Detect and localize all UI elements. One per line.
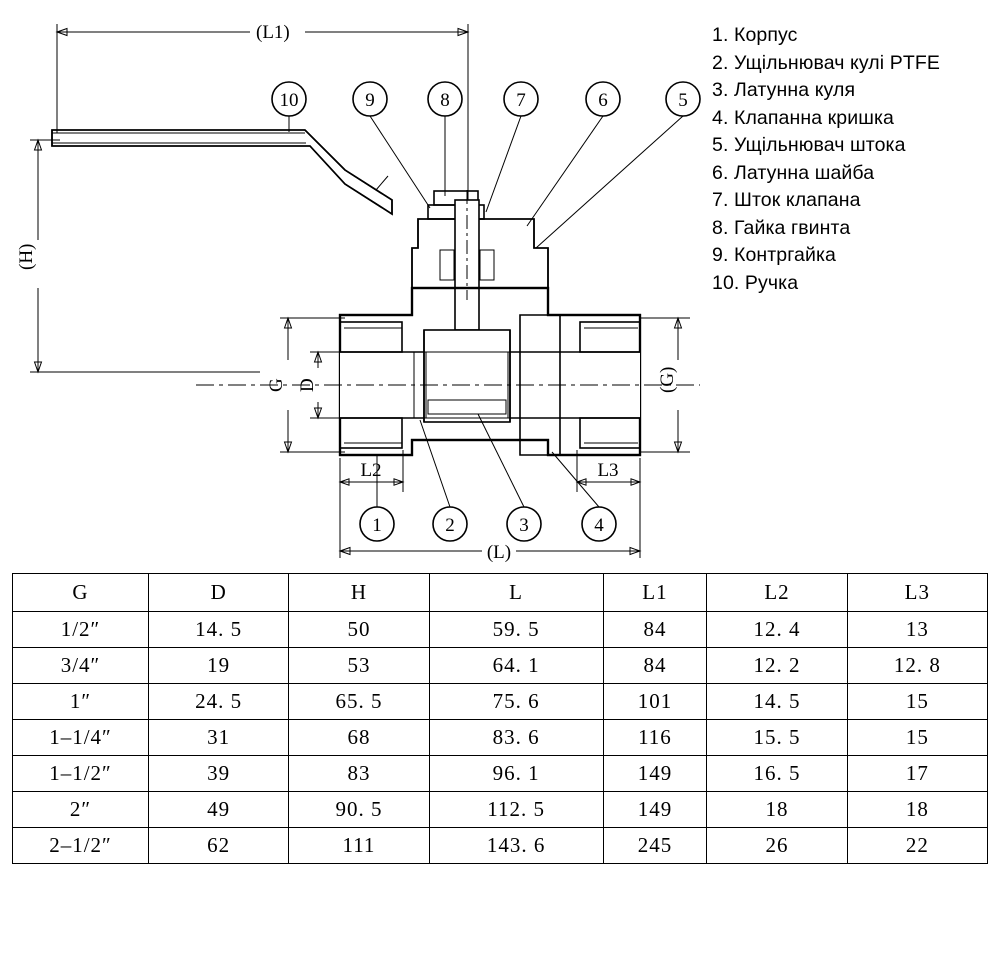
cell-l: 143. 6 — [429, 828, 603, 864]
dimension-label-l2: L2 — [360, 460, 382, 481]
callout-top-9 — [353, 82, 430, 208]
cell-l2: 15. 5 — [707, 720, 847, 756]
table-row — [13, 684, 988, 720]
cell-d: 19 — [149, 648, 289, 684]
cell-h: 111 — [289, 828, 429, 864]
cell-l3: 13 — [847, 612, 987, 648]
legend-item-10: 10. Ручка — [712, 271, 799, 294]
legend-item-7: 7. Шток клапана — [712, 189, 861, 211]
cell-d: 24. 5 — [149, 684, 289, 720]
cell-l1: 101 — [603, 684, 707, 720]
cell-l2: 18 — [707, 792, 847, 828]
legend-item-8: 8. Гайка гвинта — [712, 216, 851, 239]
dimension-label-l3: L3 — [597, 460, 619, 481]
table-row — [13, 756, 988, 792]
legend-item-1: 1. Корпус — [712, 24, 798, 46]
cell-l2: 12. 4 — [707, 612, 847, 648]
cell-l3: 17 — [847, 756, 987, 792]
svg-text:10: 10 — [279, 90, 299, 111]
cell-l3: 15 — [847, 720, 987, 756]
cell-l: 112. 5 — [429, 792, 603, 828]
cell-g: 2″ — [13, 792, 149, 828]
cell-l1: 84 — [603, 612, 707, 648]
table-row — [13, 792, 988, 828]
cell-l: 83. 6 — [429, 720, 603, 756]
callout-top-8 — [428, 82, 462, 196]
callout-bottom-2 — [420, 420, 467, 541]
svg-text:4: 4 — [594, 515, 604, 536]
cell-g: 2–1/2″ — [13, 828, 149, 864]
svg-text:6: 6 — [598, 90, 608, 111]
dimension-label-h: (H) — [16, 243, 37, 270]
svg-text:3: 3 — [519, 515, 529, 536]
cell-h: 90. 5 — [289, 792, 429, 828]
cell-l1: 149 — [603, 756, 707, 792]
table-row — [13, 720, 988, 756]
cell-l: 96. 1 — [429, 756, 603, 792]
cell-l2: 26 — [707, 828, 847, 864]
dimension-l1 — [57, 22, 468, 330]
table-header-row — [13, 574, 988, 612]
cell-l2: 16. 5 — [707, 756, 847, 792]
cell-g: 1/2″ — [13, 612, 149, 648]
legend-item-5: 5. Ущільнювач штока — [712, 134, 906, 156]
cell-h: 65. 5 — [289, 684, 429, 720]
cell-g: 1–1/2″ — [13, 756, 149, 792]
legend-item-6: 6. Латунна шайба — [712, 161, 875, 184]
cell-g: 3/4″ — [13, 648, 149, 684]
svg-text:9: 9 — [365, 90, 375, 111]
cell-l3: 12. 8 — [847, 648, 987, 684]
table-row — [13, 612, 988, 648]
table-row — [13, 828, 988, 864]
cell-d: 49 — [149, 792, 289, 828]
cell-l1: 245 — [603, 828, 707, 864]
cell-l: 75. 6 — [429, 684, 603, 720]
dimension-label-l1: (L1) — [256, 22, 290, 43]
cell-l: 59. 5 — [429, 612, 603, 648]
svg-text:5: 5 — [678, 90, 688, 111]
cell-d: 14. 5 — [149, 612, 289, 648]
legend-item-3: 3. Латунна куля — [712, 79, 856, 101]
svg-text:2: 2 — [445, 515, 455, 536]
cell-d: 62 — [149, 828, 289, 864]
cell-l1: 84 — [603, 648, 707, 684]
svg-text:7: 7 — [516, 90, 526, 111]
svg-text:8: 8 — [440, 90, 450, 111]
callout-top-6 — [527, 82, 620, 226]
valve-handle — [52, 130, 392, 214]
parts-legend — [712, 22, 1000, 297]
dimension-label-g-left: G — [266, 378, 287, 392]
callout-top-10 — [272, 82, 306, 132]
cell-l1: 116 — [603, 720, 707, 756]
dimension-h — [16, 140, 260, 372]
cell-h: 68 — [289, 720, 429, 756]
cell-l2: 12. 2 — [707, 648, 847, 684]
cell-g: 1–1/4″ — [13, 720, 149, 756]
dimension-l3 — [577, 450, 640, 492]
dimension-table — [12, 573, 988, 864]
callout-top-7 — [486, 82, 538, 212]
table-header-h: H — [289, 574, 429, 612]
cell-h: 53 — [289, 648, 429, 684]
cell-h: 50 — [289, 612, 429, 648]
svg-text:1: 1 — [372, 515, 382, 536]
cell-l1: 149 — [603, 792, 707, 828]
cell-d: 39 — [149, 756, 289, 792]
table-row — [13, 648, 988, 684]
cell-l2: 14. 5 — [707, 684, 847, 720]
cell-l3: 15 — [847, 684, 987, 720]
legend-item-4: 4. Клапанна кришка — [712, 106, 894, 129]
cell-g: 1″ — [13, 684, 149, 720]
legend-item-2: 2. Ущільнювач кулі PTFE — [712, 51, 940, 74]
cell-d: 31 — [149, 720, 289, 756]
dimension-label-d: D — [297, 378, 318, 392]
cell-l3: 22 — [847, 828, 987, 864]
dimension-label-g-right: (G) — [657, 366, 678, 393]
callout-bottom-3 — [478, 414, 541, 541]
dimension-label-l: (L) — [486, 542, 512, 563]
valve-body-assembly — [196, 190, 700, 455]
table-header-d: D — [149, 574, 289, 612]
cell-l3: 18 — [847, 792, 987, 828]
table-header-l2: L2 — [707, 574, 847, 612]
table-header-l: L — [429, 574, 603, 612]
dimension-l2 — [340, 450, 403, 492]
table-header-g: G — [13, 574, 149, 612]
table-header-l3: L3 — [847, 574, 987, 612]
cell-l: 64. 1 — [429, 648, 603, 684]
table-header-l1: L1 — [603, 574, 707, 612]
legend-item-9: 9. Контргайка — [712, 244, 836, 266]
cell-h: 83 — [289, 756, 429, 792]
